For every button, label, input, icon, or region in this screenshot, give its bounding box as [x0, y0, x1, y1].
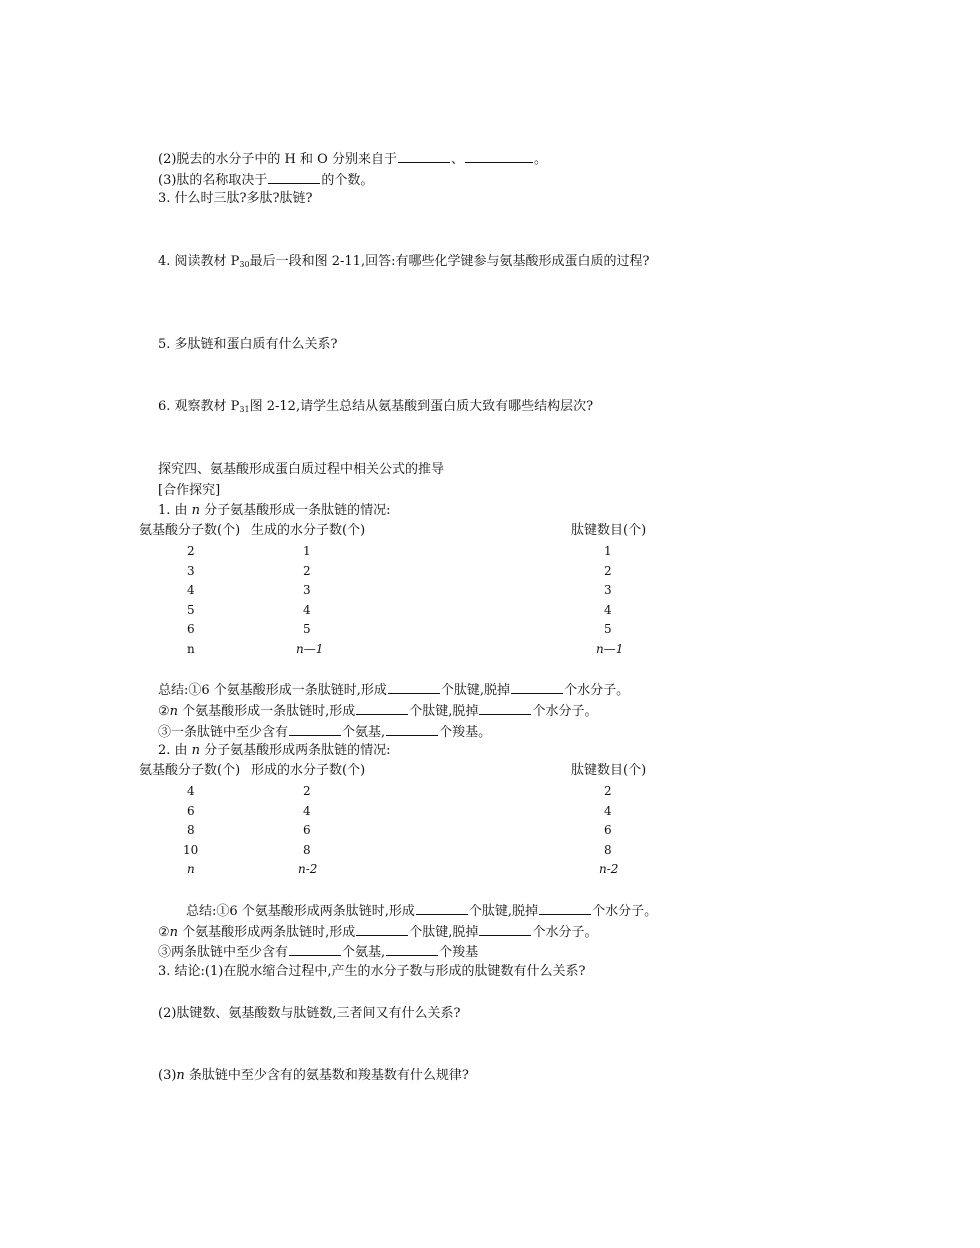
question-5: 5. 多肽链和蛋白质有什么关系? [158, 337, 338, 352]
table-cell: 3 [187, 564, 195, 578]
q4-page-sub: 30 [239, 260, 250, 269]
conclusion-3-1: 3. 结论:(1)在脱水缩合过程中,产生的水分子数与形成的肽键数有什么关系? [158, 964, 586, 979]
table1-title-a: 1. 由 [158, 503, 192, 518]
table2-header-amino: 氨基酸分子数(个) [139, 763, 241, 778]
table-cell: 6 [187, 804, 195, 818]
table-cell: 6 [303, 823, 311, 837]
q6-text-b: 图 2-12,请学生总结从氨基酸到蛋白质大致有哪些结构层次? [249, 399, 594, 414]
q2-3-line [158, 170, 373, 190]
answer-blank[interactable] [356, 701, 408, 715]
table-cell: 10 [183, 843, 199, 857]
answer-blank[interactable] [268, 170, 320, 184]
answer-blank[interactable] [511, 680, 563, 694]
table2-title-b: 分子氨基酸形成两条肽链的情况: [200, 743, 391, 758]
table-cell: n—1 [596, 642, 624, 656]
summary-text: 个肽键,脱掉 [409, 925, 479, 940]
table2-title [158, 742, 391, 760]
summary-text: 个氨基, [342, 945, 386, 960]
table-cell: 2 [187, 544, 195, 558]
table-cell: 4 [187, 784, 195, 798]
answer-blank[interactable] [465, 149, 533, 163]
answer-blank[interactable] [386, 722, 438, 736]
summary2-line1 [186, 901, 657, 921]
question-3: 3. 什么时三肽?多肽?肽链? [158, 191, 313, 206]
conclusion-text: 条肽链中至少含有的氨基数和羧基数有什么规律? [184, 1068, 469, 1083]
answer-blank[interactable] [289, 942, 341, 956]
table-cell: n-2 [599, 862, 619, 876]
table-cell: n [187, 862, 195, 876]
summary-text: 个肽键,脱掉 [409, 704, 479, 719]
table1-title-b: 分子氨基酸形成一条肽链的情况: [200, 503, 391, 518]
table-cell: n-2 [298, 862, 318, 876]
summary2-line3 [158, 942, 478, 962]
table1-title [158, 502, 391, 520]
table-cell: 5 [303, 622, 311, 636]
summary-text: ③两条肽链中至少含有 [158, 945, 289, 960]
summary-text: 个氨基酸形成一条肽链时,形成 [178, 704, 356, 719]
table2-title-a: 2. 由 [158, 743, 192, 758]
table1-title-n: n [191, 503, 201, 518]
conclusion-text: (3) [158, 1068, 177, 1083]
q6-text-a: 6. 观察教材 P [158, 399, 240, 414]
summary-var-n: n [169, 925, 179, 940]
q4-text-b: 最后一段和图 2-11,回答:有哪些化学键参与氨基酸形成蛋白质的过程? [249, 254, 650, 269]
summary-text: 个肽键,脱掉 [468, 904, 539, 919]
table-cell: 3 [303, 583, 311, 597]
answer-blank[interactable] [539, 901, 591, 915]
summary-text: ② [158, 925, 170, 940]
table-cell: 2 [303, 784, 311, 798]
answer-blank[interactable] [356, 922, 408, 936]
answer-blank[interactable] [479, 701, 531, 715]
table-cell: 8 [604, 843, 612, 857]
table-cell: 1 [604, 544, 612, 558]
summary-text: 个氨基, [342, 725, 386, 740]
question-4 [158, 253, 649, 274]
summary1-line1 [158, 680, 629, 700]
summary-text: 个羧基 [439, 945, 479, 960]
table-cell: 2 [604, 784, 612, 798]
table-cell: 1 [303, 544, 311, 558]
q4-text-a: 4. 阅读教材 P [158, 254, 240, 269]
table-cell: 4 [604, 804, 612, 818]
table-cell: n—1 [296, 642, 324, 656]
summary-text: 个羧基。 [439, 725, 492, 740]
table2-header-bond: 肽键数目(个) [571, 763, 647, 778]
q2-2-prefix: (2)脱去的水分子中的 H 和 O 分别来自于 [158, 152, 397, 167]
table-cell: 8 [303, 843, 311, 857]
summary-text: 个水分子。 [532, 925, 598, 940]
conclusion-3-3 [158, 1067, 469, 1085]
summary1-line2 [158, 701, 597, 721]
summary1-line3 [158, 722, 491, 742]
summary-text: ③一条肽链中至少含有 [158, 725, 289, 740]
q6-page-sub: 31 [239, 405, 250, 414]
table-cell: 8 [187, 823, 195, 837]
table-cell: n [187, 642, 195, 656]
table2-header-water: 形成的水分子数(个) [251, 763, 366, 778]
summary-text: 个氨基酸形成两条肽链时,形成 [178, 925, 356, 940]
answer-blank[interactable] [386, 942, 438, 956]
table-cell: 4 [187, 583, 195, 597]
summary-text: 总结:①6 个氨基酸形成一条肽链时,形成 [158, 683, 387, 698]
table-cell: 2 [303, 564, 311, 578]
summary-text: 个水分子。 [592, 904, 658, 919]
answer-blank[interactable] [398, 149, 450, 163]
summary2-line2 [158, 922, 597, 942]
answer-blank[interactable] [388, 680, 440, 694]
table2-title-n: n [191, 743, 201, 758]
q2-2-end: 。 [533, 152, 547, 167]
q2-3-prefix: (3)肽的名称取决于 [158, 173, 268, 188]
q2-2-sep: 、 [450, 152, 464, 167]
summary-text: 个水分子。 [564, 683, 630, 698]
table-cell: 6 [604, 823, 612, 837]
summary-text: 个水分子。 [532, 704, 598, 719]
table1-header-bond: 肽键数目(个) [571, 523, 647, 538]
q2-2-line [158, 149, 547, 169]
answer-blank[interactable] [289, 722, 341, 736]
coop-label: [合作探究] [158, 483, 221, 498]
summary-text: 个肽键,脱掉 [440, 683, 511, 698]
answer-blank[interactable] [479, 922, 531, 936]
answer-blank[interactable] [416, 901, 468, 915]
question-6 [158, 398, 593, 419]
summary-var-n: n [169, 704, 179, 719]
conclusion-var-n: n [176, 1068, 185, 1083]
table-cell: 4 [604, 603, 612, 617]
table-cell: 4 [303, 603, 311, 617]
table1-header-water: 生成的水分子数(个) [251, 523, 366, 538]
q2-3-suffix: 的个数。 [321, 173, 374, 188]
conclusion-3-2: (2)肽键数、氨基酸数与肽链数,三者间又有什么关系? [158, 1006, 461, 1021]
summary-text: 总结:①6 个氨基酸形成两条肽链时,形成 [186, 904, 415, 919]
table1-header-amino: 氨基酸分子数(个) [139, 523, 241, 538]
section-title: 探究四、氨基酸形成蛋白质过程中相关公式的推导 [158, 462, 445, 477]
table-cell: 5 [187, 603, 195, 617]
table-cell: 4 [303, 804, 311, 818]
table-cell: 5 [604, 622, 612, 636]
table-cell: 6 [187, 622, 195, 636]
table-cell: 2 [604, 564, 612, 578]
table-cell: 3 [604, 583, 612, 597]
summary-text: ② [158, 704, 170, 719]
